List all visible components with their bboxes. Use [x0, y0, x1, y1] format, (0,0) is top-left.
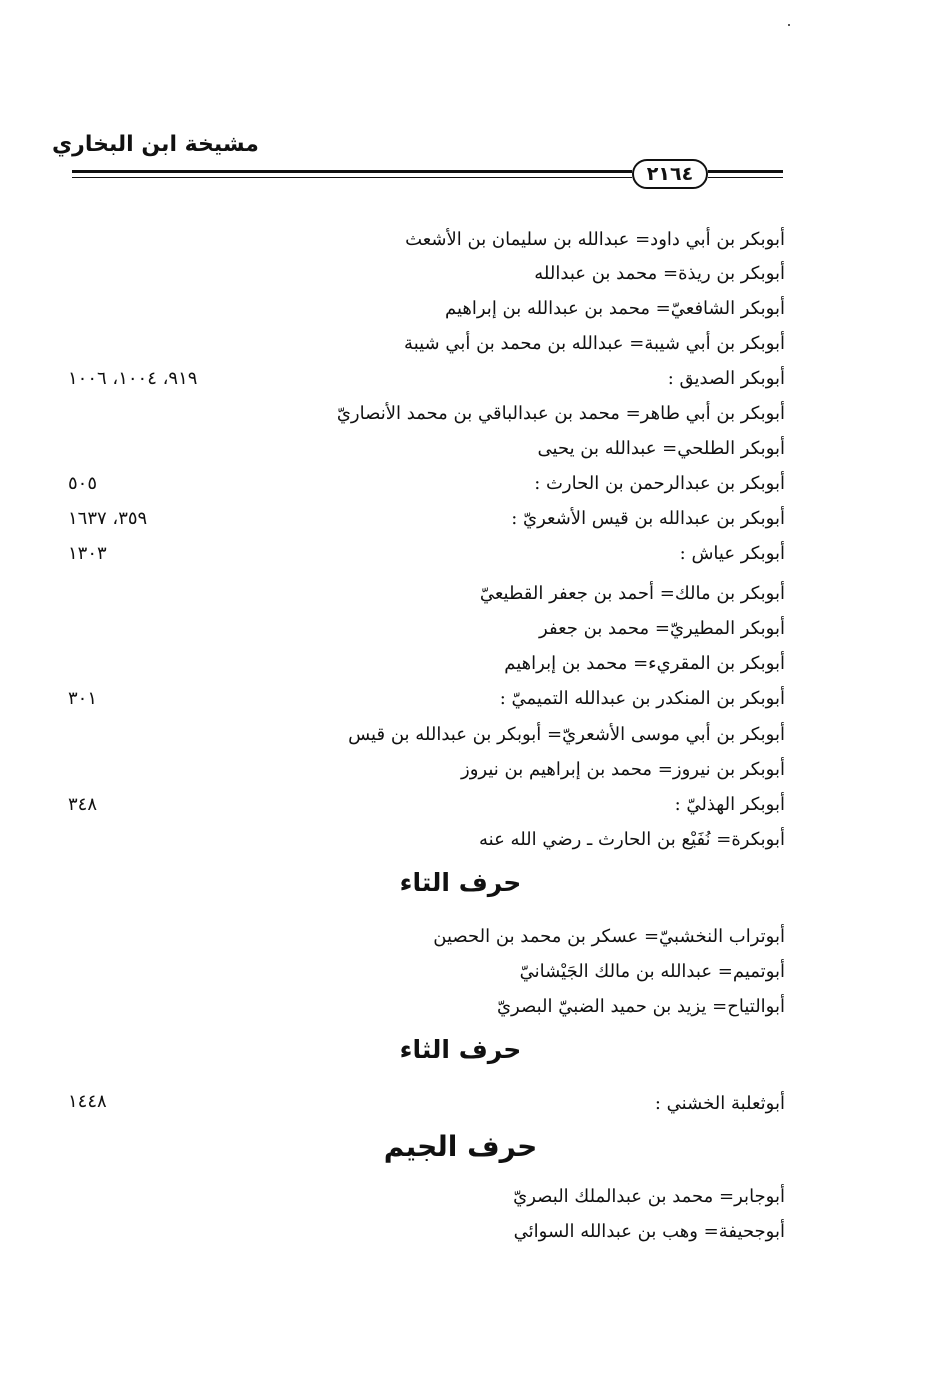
index-entry: أبوبكر بن أبي طاهر= محمد بن عبدالباقي بن محمد الأنصاريّ — [336, 403, 785, 424]
index-entry: أبوبكر بن عبدالرحمن بن الحارث : — [534, 473, 785, 494]
entry-page-refs: ٥٠٥ — [68, 473, 98, 494]
index-entry: أبوبكر بن أبي موسى الأشعريّ= أبوبكر بن عبدالله بن قيس — [348, 724, 785, 745]
index-entry: أبوثعلبة الخشني : — [654, 1093, 785, 1114]
book-title: مشيخة ابن البخاري — [52, 132, 259, 157]
entry-page-refs: ٣٥٩، ١٦٣٧ — [68, 508, 148, 529]
header-rule-thin — [72, 177, 632, 178]
index-entry: أبوبكر الطلحي= عبدالله بن يحيى — [537, 438, 785, 459]
entry-page-refs: ١٤٤٨ — [68, 1091, 107, 1112]
index-entry: أبوبكر بن المقريء= محمد بن إبراهيم — [504, 653, 785, 674]
entry-page-refs: ٣٤٨ — [68, 794, 98, 815]
index-entry: أبوتراب النخشبيّ= عسكر بن محمد بن الحصين — [433, 926, 785, 947]
index-entry: أبوتميم= عبدالله بن مالك الجَيْشانيّ — [519, 961, 785, 982]
index-entry: أبوبكر بن مالك= أحمد بن جعفر القطيعيّ — [479, 583, 785, 604]
index-entry: أبوجحيفة= وهب بن عبدالله السوائي — [513, 1221, 785, 1242]
index-entry: أبوبكر بن ريذة= محمد بن عبدالله — [534, 263, 785, 284]
index-entry: أبوبكرة= نُفَيْع بن الحارث ـ رضي الله عنه — [479, 829, 785, 850]
section-heading-tha: حرف الثاء — [399, 1035, 522, 1064]
index-entry: أبوبكر بن أبي شيبة= عبدالله بن محمد بن أبي شيبة — [404, 333, 785, 354]
corner-dot — [788, 24, 790, 26]
entry-page-refs: ٣٠١ — [68, 688, 98, 709]
index-entry: أبوبكر بن المنكدر بن عبدالله التميميّ : — [499, 688, 785, 709]
entry-page-refs: ٩١٩، ١٠٠٤، ١٠٠٦ — [68, 368, 198, 389]
index-entry: أبوجابر= محمد بن عبدالملك البصريّ — [513, 1186, 785, 1207]
index-entry: أبوبكر بن عبدالله بن قيس الأشعريّ : — [511, 508, 785, 529]
index-entry: أبوبكر الصديق : — [667, 368, 785, 389]
index-entry: أبوبكر عياش : — [679, 543, 785, 564]
section-heading-ta: حرف التاء — [399, 868, 522, 897]
header-rule-right-thick — [708, 170, 783, 173]
index-entry: أبوبكر المطيريّ= محمد بن جعفر — [539, 618, 785, 639]
index-entry: أبوبكر الشافعيّ= محمد بن عبدالله بن إبراهيم — [444, 298, 785, 319]
index-entry: أبوبكر بن أبي داود= عبدالله بن سليمان بن الأشعث — [405, 229, 785, 250]
index-entry: أبوبكر الهذليّ : — [674, 794, 785, 815]
index-entry: أبوالتياح= يزيد بن حميد الضبيّ البصريّ — [496, 996, 785, 1017]
header-rule-right-thin — [708, 177, 783, 178]
section-heading-jim: حرف الجيم — [383, 1130, 538, 1163]
page-number: ٢١٦٤ — [632, 159, 708, 189]
entry-page-refs: ١٣٠٣ — [68, 543, 107, 564]
header-rule-thick — [72, 170, 632, 173]
index-entry: أبوبكر بن نيروز= محمد بن إبراهيم بن نيروز — [461, 759, 785, 780]
